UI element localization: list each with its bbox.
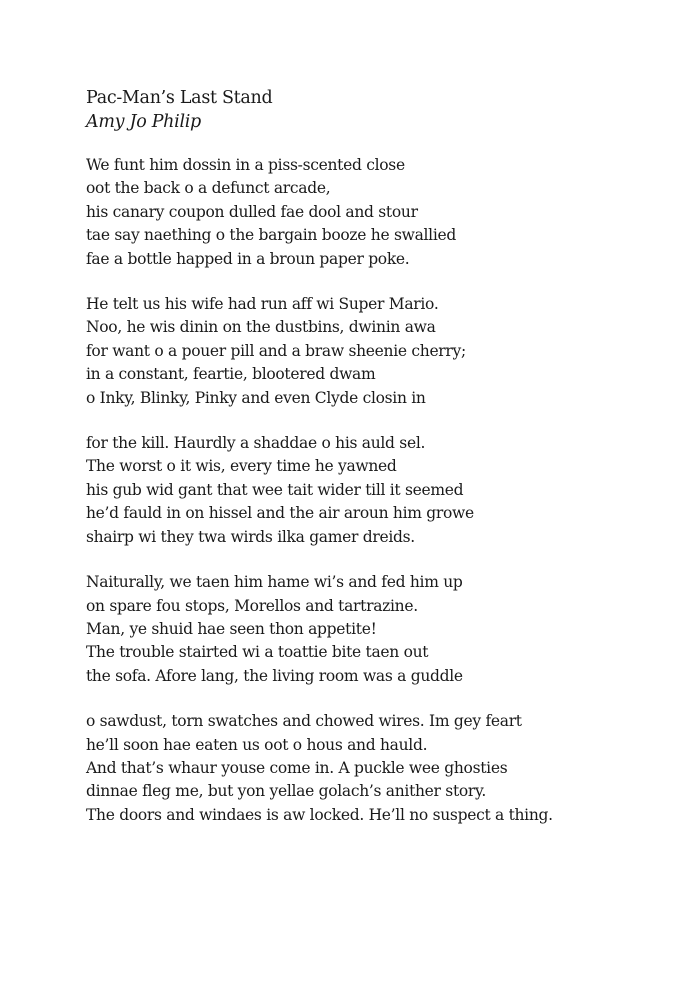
poem-line: And that’s whaur youse come in. A puckle wee ghosties bbox=[86, 758, 508, 777]
poem-line: for the kill. Haurdly a shaddae o his auld sel. bbox=[86, 434, 426, 453]
poem-line: his gub wid gant that wee tait wider till it seemed bbox=[86, 480, 464, 499]
poem bbox=[86, 86, 666, 849]
poem-title: Pac-Man’s Last Stand bbox=[86, 88, 273, 108]
poem-line: The doors and windaes is aw locked. He’ll no suspect a thing. bbox=[86, 805, 553, 824]
poem-author: Amy Jo Philip bbox=[86, 112, 201, 132]
stanza-3 bbox=[86, 432, 666, 549]
stanza-4 bbox=[86, 571, 666, 688]
stanza-1 bbox=[86, 154, 666, 271]
poem-line: on spare fou stops, Morellos and tartrazine. bbox=[86, 596, 418, 615]
poem-line: fae a bottle happed in a broun paper poke. bbox=[86, 249, 410, 268]
poem-line: in a constant, feartie, blootered dwam bbox=[86, 365, 376, 384]
poem-line: Noo, he wis dinin on the dustbins, dwinin awa bbox=[86, 318, 436, 337]
poem-line: the sofa. Afore lang, the living room was a guddle bbox=[86, 666, 463, 685]
poem-line: We funt him dossin in a piss-scented close bbox=[86, 156, 405, 174]
poem-line: tae say naething o the bargain booze he swallied bbox=[86, 226, 456, 245]
poem-line: he’d fauld in on hissel and the air aroun him growe bbox=[86, 504, 474, 523]
poem-line: o sawdust, torn swatches and chowed wires. Im gey feart bbox=[86, 712, 522, 731]
poem-line: Naiturally, we taen him hame wi’s and fed him up bbox=[86, 573, 463, 592]
poem-line: he’ll soon hae eaten us oot o hous and hauld. bbox=[86, 735, 428, 754]
poem-line: The worst o it wis, every time he yawned bbox=[86, 457, 397, 476]
stanza-5 bbox=[86, 710, 666, 827]
poem-line: The trouble stairted wi a toattie bite taen out bbox=[86, 643, 429, 662]
poem-line: oot the back o a defunct arcade, bbox=[86, 179, 331, 198]
poem-line: for want o a pouer pill and a braw sheenie cherry; bbox=[86, 341, 466, 360]
poem-line: his canary coupon dulled fae dool and stour bbox=[86, 202, 418, 221]
poem-line: He telt us his wife had run aff wi Super Mario. bbox=[86, 295, 439, 314]
stanza-2 bbox=[86, 293, 666, 410]
poem-line: Man, ye shuid hae seen thon appetite! bbox=[86, 619, 377, 638]
poem-line: dinnae fleg me, but yon yellae golach’s anither story. bbox=[86, 782, 487, 801]
poem-line: shairp wi they twa wirds ilka gamer dreids. bbox=[86, 527, 415, 546]
poem-line: o Inky, Blinky, Pinky and even Clyde closin in bbox=[86, 388, 426, 407]
